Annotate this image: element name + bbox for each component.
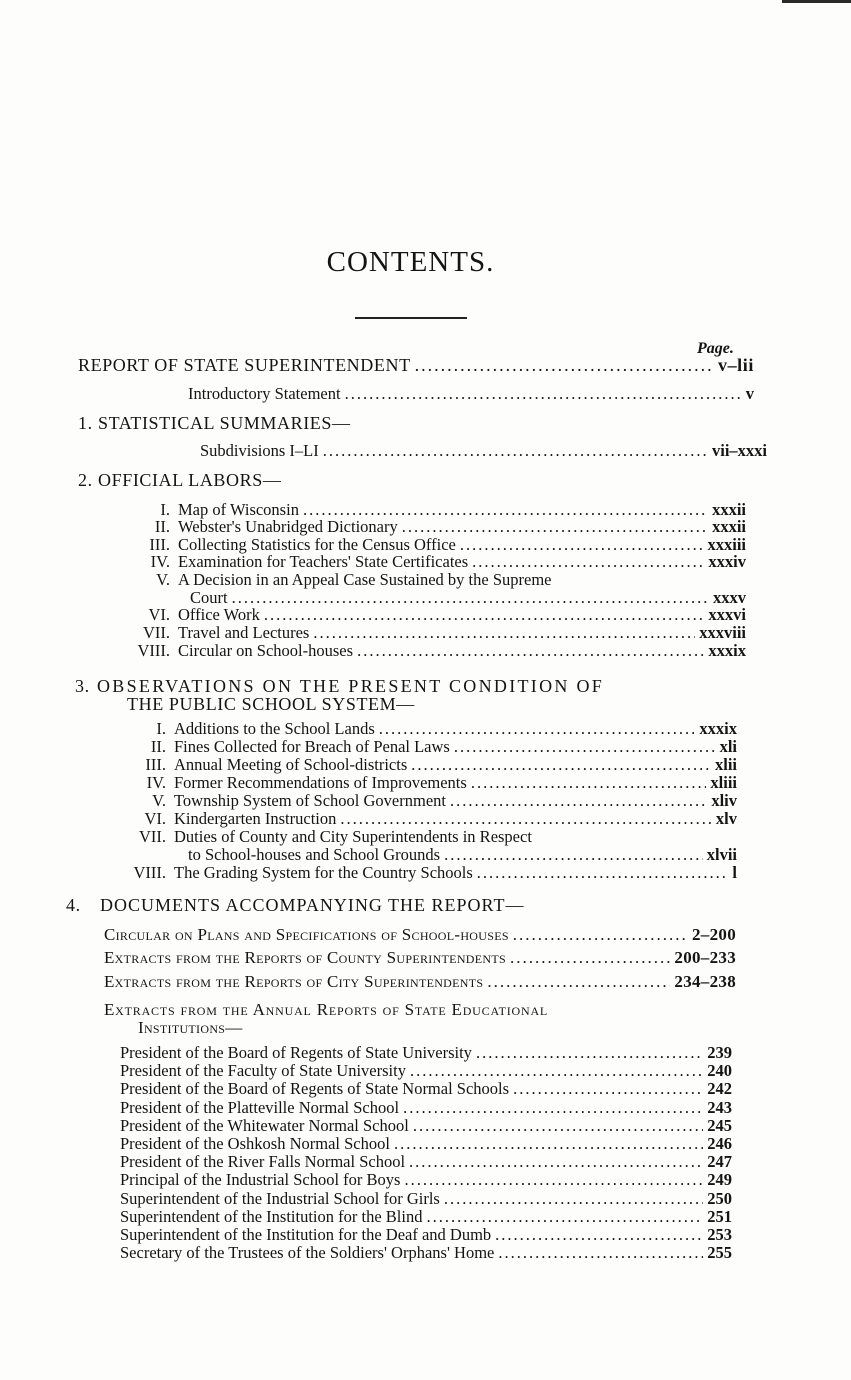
entry-number: I. xyxy=(160,500,170,519)
toc-entry xyxy=(104,737,737,757)
toc-entry-label: Circular on School-houses xyxy=(178,641,354,660)
toc-entry-label: Collecting Statistics for the Census Office xyxy=(178,535,456,554)
toc-entry xyxy=(104,719,737,739)
toc-entry-label: Township System of School Government xyxy=(174,791,446,810)
toc-entry-label: to School-houses and School Grounds xyxy=(188,845,441,864)
toc-entry xyxy=(118,570,746,590)
toc-entry-page: vii–xxxi xyxy=(711,441,767,460)
section-heading-3-continued xyxy=(127,694,415,715)
section-number: 1. xyxy=(78,413,93,433)
leader-dots xyxy=(510,948,670,968)
toc-entry-label: President of the Board of Regents of State University xyxy=(120,1043,472,1062)
page-column-header: Page. xyxy=(697,340,734,357)
toc-entry-label: REPORT OF STATE SUPERINTENDENT xyxy=(78,355,411,375)
toc-entry-label: Map of Wisconsin xyxy=(178,500,299,519)
toc-entry-label: The Grading System for the Country Schools xyxy=(174,863,473,882)
leader-dots xyxy=(264,605,704,625)
toc-entry-annual-reports xyxy=(104,1000,548,1020)
toc-entry xyxy=(118,517,746,537)
toc-entry-page: v xyxy=(745,384,754,403)
toc-entry-page: xxxiii xyxy=(707,535,746,554)
toc-entry-label: Secretary of the Trustees of the Soldiers' Orphans' Home xyxy=(120,1243,495,1263)
entry-number: I. xyxy=(156,719,166,738)
toc-entry-label: Duties of County and City Superintendents in Respect xyxy=(174,827,532,846)
toc-entry-page: 242 xyxy=(707,1079,732,1099)
toc-entry-label: Introductory Statement xyxy=(188,384,341,403)
toc-entry xyxy=(104,791,737,811)
section-label: STATISTICAL SUMMARIES— xyxy=(98,413,351,433)
leader-dots xyxy=(444,1189,703,1209)
toc-entry xyxy=(118,552,746,572)
toc-entry-institution xyxy=(120,1043,732,1063)
toc-entry-page: 243 xyxy=(707,1097,732,1117)
toc-entry-annual-reports-continued xyxy=(138,1018,243,1038)
toc-entry-page: 251 xyxy=(707,1206,732,1226)
leader-dots xyxy=(394,1134,703,1154)
toc-entry-institution xyxy=(120,1207,732,1227)
toc-entry xyxy=(104,827,737,847)
leader-dots xyxy=(513,1079,703,1099)
section-label-continued: THE PUBLIC SCHOOL SYSTEM— xyxy=(127,694,415,714)
toc-entry-document xyxy=(104,925,736,945)
toc-entry-page: v–lii xyxy=(717,355,754,375)
toc-entry-page: xxxii xyxy=(712,500,746,519)
leader-dots xyxy=(471,773,707,793)
entry-number: VII. xyxy=(142,623,170,642)
entry-number: V. xyxy=(152,791,166,810)
entry-number: IV. xyxy=(146,773,166,792)
toc-entry-label: Fines Collected for Breach of Penal Laws xyxy=(174,737,450,756)
section-label: DOCUMENTS ACCOMPANYING THE REPORT— xyxy=(100,895,525,915)
toc-entry-document xyxy=(104,972,736,992)
leader-dots xyxy=(487,972,670,992)
toc-entry-institution xyxy=(120,1170,732,1190)
leader-dots xyxy=(498,1243,703,1263)
page-title: CONTENTS. xyxy=(326,246,495,278)
toc-entry-label: Webster's Unabridged Dictionary xyxy=(178,517,398,536)
toc-entry-page: xxxvi xyxy=(708,605,746,624)
leader-dots xyxy=(403,1098,703,1118)
leader-dots xyxy=(477,863,729,883)
toc-entry-label: President of the Faculty of State University xyxy=(120,1061,406,1081)
leader-dots xyxy=(410,1061,703,1081)
toc-entry-intro xyxy=(188,384,754,404)
toc-entry xyxy=(104,755,737,775)
toc-entry xyxy=(104,863,737,883)
toc-entry-page: xxxix xyxy=(708,641,746,660)
toc-entry-page: 240 xyxy=(707,1061,732,1081)
leader-dots xyxy=(513,925,688,945)
toc-entry-page: xlv xyxy=(715,809,737,828)
leader-dots xyxy=(415,355,714,376)
toc-entry-document xyxy=(104,948,736,968)
toc-entry-label: Circular on Plans and Specifications of School-houses xyxy=(104,925,509,944)
toc-entry-institution xyxy=(120,1061,732,1081)
toc-entry-page: 200–233 xyxy=(674,948,736,967)
section-label: OFFICIAL LABORS— xyxy=(98,470,282,490)
toc-entry-label: President of the Platteville Normal School xyxy=(120,1097,400,1117)
toc-entry-page: 2–200 xyxy=(692,925,736,944)
toc-entry-report xyxy=(78,355,754,376)
toc-entry-institution xyxy=(120,1116,732,1136)
entry-number: VII. xyxy=(138,827,166,846)
toc-entry-label: Court xyxy=(190,588,228,607)
entry-number: II. xyxy=(154,517,170,536)
leader-dots xyxy=(345,384,742,404)
section-heading-1 xyxy=(78,413,351,434)
toc-entry-page: l xyxy=(732,863,737,882)
leader-dots xyxy=(426,1207,703,1227)
toc-entry-label: Extracts from the Reports of County Superintendents xyxy=(104,948,506,967)
toc-entry-page: xxxiv xyxy=(708,552,746,571)
toc-entry-institution xyxy=(120,1225,732,1245)
leader-dots xyxy=(476,1043,703,1063)
toc-entry-institution xyxy=(120,1243,732,1263)
entry-number: VI. xyxy=(144,809,166,828)
entry-number: VI. xyxy=(148,605,170,624)
toc-entry-label: Examination for Teachers' State Certificates xyxy=(178,552,469,571)
toc-entry-page: 245 xyxy=(707,1115,732,1135)
leader-dots xyxy=(357,641,704,661)
entry-number: II. xyxy=(150,737,166,756)
toc-entry-page: xxxviii xyxy=(699,623,746,642)
toc-entry-institution xyxy=(120,1134,732,1154)
toc-entry-page: 239 xyxy=(707,1043,732,1062)
entry-number: III. xyxy=(145,755,166,774)
toc-entry-page: 253 xyxy=(707,1225,732,1244)
toc-entry-page: 250 xyxy=(707,1188,732,1208)
title-rule xyxy=(355,317,467,319)
toc-entry-label: President of the Board of Regents of State Normal Schools xyxy=(120,1079,510,1099)
leader-dots xyxy=(444,845,703,865)
toc-entry-label: Superintendent of the Institution for the Deaf and Dumb xyxy=(120,1225,492,1244)
leader-dots xyxy=(495,1225,703,1245)
toc-entry-label: President of the Oshkosh Normal School xyxy=(120,1134,390,1153)
toc-entry-subdivisions xyxy=(200,441,767,461)
leader-dots xyxy=(323,441,708,461)
section-number: 3. xyxy=(75,676,90,696)
entry-number: IV. xyxy=(150,552,170,571)
toc-entry-label: A Decision in an Appeal Case Sustained by the Supreme xyxy=(178,570,552,589)
toc-entry-label: Travel and Lectures xyxy=(178,623,310,642)
leader-dots xyxy=(472,552,704,572)
toc-entry-page: xli xyxy=(719,737,737,756)
leader-dots xyxy=(402,517,708,537)
toc-entry-page: xliv xyxy=(711,791,737,810)
toc-entry-page: xlii xyxy=(714,755,737,774)
toc-entry-label: Additions to the School Lands xyxy=(174,719,375,738)
toc-entry-label: Extracts from the Reports of City Superintendents xyxy=(104,972,484,991)
leader-dots xyxy=(313,623,695,643)
section-heading-2 xyxy=(78,470,281,491)
toc-entry-page: xxxii xyxy=(712,517,746,536)
entry-number: III. xyxy=(149,535,170,554)
entry-number: VIII. xyxy=(137,641,170,660)
toc-entry-page: 246 xyxy=(707,1134,732,1153)
toc-entry xyxy=(118,623,746,643)
toc-entry-institution xyxy=(120,1079,732,1099)
toc-entry-institution xyxy=(120,1152,732,1172)
toc-entry xyxy=(104,809,737,829)
toc-entry-page: xxxv xyxy=(713,588,746,607)
section-number: 2. xyxy=(78,470,93,490)
leader-dots xyxy=(379,719,696,739)
toc-entry-label: Kindergarten Instruction xyxy=(174,809,337,828)
toc-entry-label: Principal of the Industrial School for Boys xyxy=(120,1170,401,1190)
leader-dots xyxy=(404,1170,703,1190)
toc-entry-label: Annual Meeting of School-districts xyxy=(174,755,408,774)
toc-entry xyxy=(118,641,746,661)
leader-dots xyxy=(454,737,716,757)
toc-entry-label: Superintendent of the Industrial School for Girls xyxy=(120,1188,440,1208)
leader-dots xyxy=(413,1116,703,1136)
toc-entry-label: Former Recommendations of Improvements xyxy=(174,773,467,792)
toc-entry xyxy=(104,773,737,793)
toc-entry-institution xyxy=(120,1098,732,1118)
scan-edge-mark xyxy=(782,0,851,3)
leader-dots xyxy=(409,1152,703,1172)
leader-dots xyxy=(450,791,707,811)
entry-number: V. xyxy=(156,570,170,589)
section-label: OBSERVATIONS ON THE PRESENT CONDITION OF xyxy=(97,676,605,696)
toc-entry-label: Office Work xyxy=(178,605,260,624)
toc-entry-label: President of the River Falls Normal School xyxy=(120,1152,406,1172)
toc-entry-page: xlvii xyxy=(706,845,737,864)
toc-entry-page: xxxix xyxy=(699,719,737,738)
toc-entry-page: 255 xyxy=(707,1243,732,1263)
toc-entry-continued xyxy=(188,845,737,865)
toc-entry-label: Superintendent of the Institution for the Blind xyxy=(120,1206,423,1226)
toc-entry xyxy=(118,605,746,625)
toc-entry-page: xliii xyxy=(710,773,737,792)
toc-entry-label: President of the Whitewater Normal School xyxy=(120,1115,409,1135)
section-heading-4 xyxy=(66,895,524,916)
entry-number: VIII. xyxy=(133,863,166,882)
toc-entry-label: Extracts from the Annual Reports of State Educational xyxy=(104,1000,549,1019)
toc-entry-institution xyxy=(120,1189,732,1209)
toc-entry-label-continued: Institutions— xyxy=(138,1018,243,1037)
leader-dots xyxy=(411,755,711,775)
toc-entry-label: Subdivisions I–LI xyxy=(200,441,319,460)
toc-entry-page: 247 xyxy=(707,1152,732,1172)
toc-entry-page: 234–238 xyxy=(674,972,736,991)
leader-dots xyxy=(340,809,712,829)
section-number: 4. xyxy=(66,895,81,915)
toc-entry-page: 249 xyxy=(707,1170,732,1190)
